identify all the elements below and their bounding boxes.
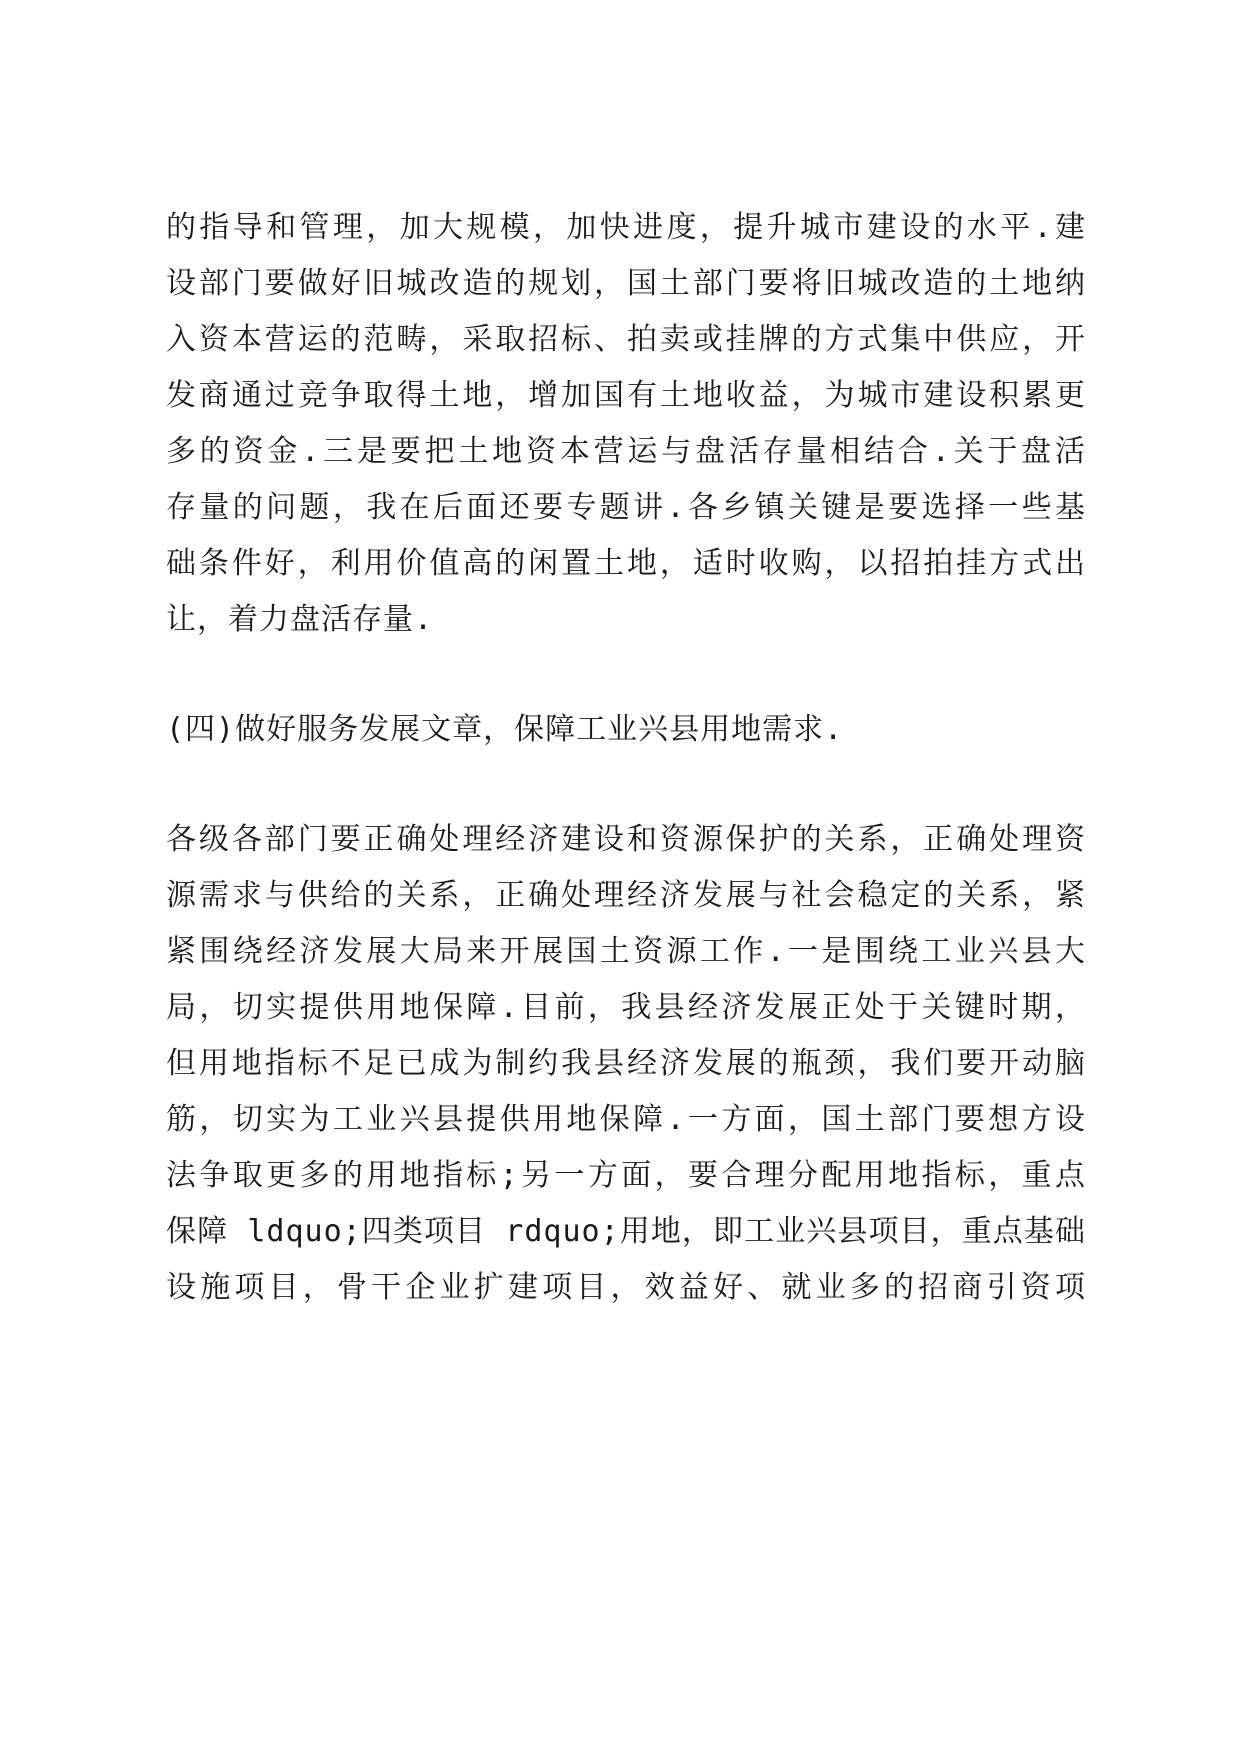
- paragraph-2-line-1: 各级各部门要正确处理经济建设和资源保护的关系，正确处理资: [166, 822, 1086, 857]
- paragraph-1-line-1: 的指导和管理，加大规模，加快进度，提升城市建设的水平.建: [166, 210, 1086, 245]
- section-heading: (四)做好服务发展文章，保障工业兴县用地需求.: [166, 712, 844, 747]
- paragraph-2-line-2: 源需求与供给的关系，正确处理经济发展与社会稳定的关系，紧: [166, 878, 1086, 913]
- paragraph-2-line-5: 但用地指标不足已成为制约我县经济发展的瓶颈，我们要开动脑: [166, 1046, 1086, 1081]
- paragraph-2-line-7: 法争取更多的用地指标;另一方面，要合理分配用地指标，重点: [166, 1158, 1086, 1193]
- paragraph-2-line-6: 筋，切实为工业兴县提供用地保障.一方面，国土部门要想方设: [166, 1102, 1086, 1137]
- paragraph-1-line-8: 让，着力盘活存量.: [166, 602, 434, 637]
- paragraph-1-line-5: 多的资金.三是要把土地资本营运与盘活存量相结合.关于盘活: [166, 434, 1086, 469]
- paragraph-1-line-3: 入资本营运的范畴，采取招标、拍卖或挂牌的方式集中供应，开: [166, 322, 1086, 357]
- paragraph-2-line-8: 保障 ldquo;四类项目 rdquo;用地，即工业兴县项目，重点基础: [166, 1214, 1086, 1249]
- paragraph-2-line-4: 局，切实提供用地保障.目前，我县经济发展正处于关键时期，: [166, 990, 1086, 1025]
- paragraph-1-line-4: 发商通过竞争取得土地，增加国有土地收益，为城市建设积累更: [166, 378, 1086, 413]
- paragraph-1-line-7: 础条件好，利用价值高的闲置土地，适时收购，以招拍挂方式出: [166, 546, 1086, 581]
- paragraph-1-line-2: 设部门要做好旧城改造的规划，国土部门要将旧城改造的土地纳: [166, 266, 1086, 301]
- paragraph-2-line-9: 设施项目，骨干企业扩建项目，效益好、就业多的招商引资项: [166, 1270, 1086, 1305]
- paragraph-2-line-3: 紧围绕经济发展大局来开展国土资源工作.一是围绕工业兴县大: [166, 934, 1086, 969]
- paragraph-1-line-6: 存量的问题，我在后面还要专题讲.各乡镇关键是要选择一些基: [166, 490, 1086, 525]
